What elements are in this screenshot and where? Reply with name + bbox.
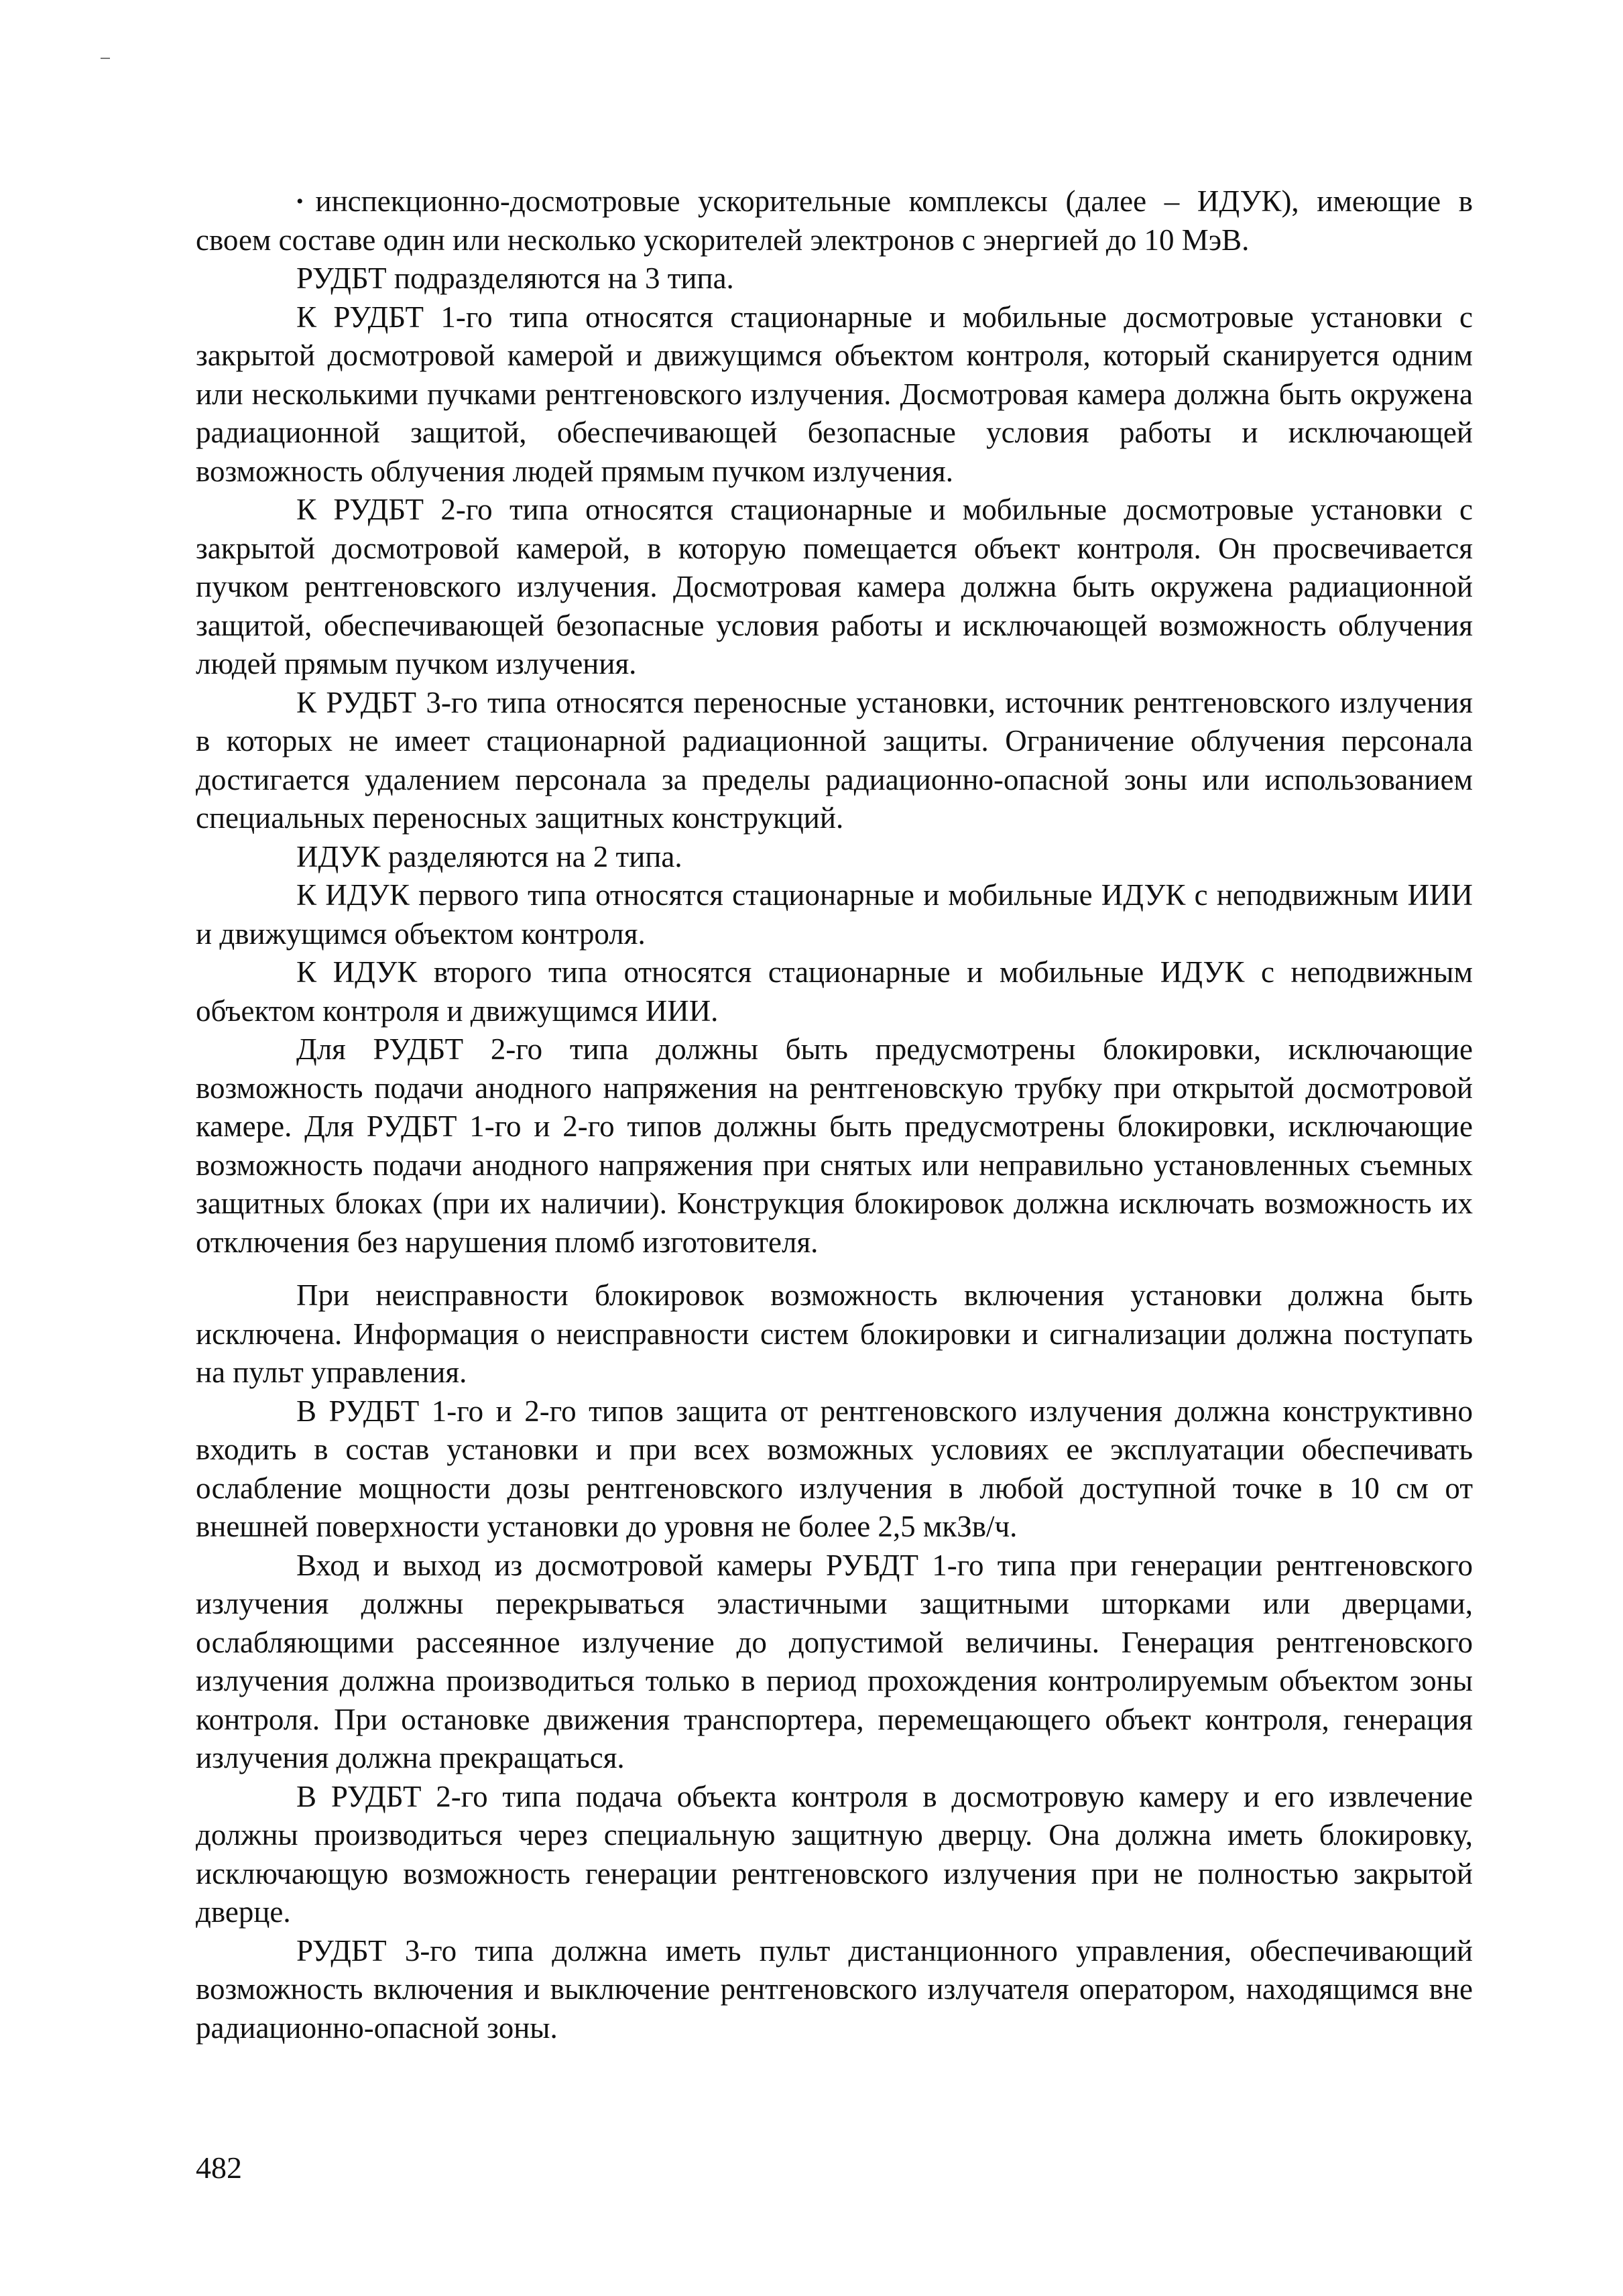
page-number: 482	[196, 2151, 242, 2185]
scan-artifact-mark	[101, 58, 110, 59]
paragraph: К РУДБТ 3-го типа относятся переносные установки, источник рентгеновского излучения в которых не имеет стационарной радиационной защиты. Ограничение облучения персонала достигается удалением персонала за пределы радиационно-опасной зоны или использованием специальных переносных защитных конструкций.	[196, 685, 1473, 835]
paragraph: В РУДБТ 1-го и 2-го типов защита от рентгеновского излучения должна конструктивно входить в состав установки и при всех возможных условиях ее эксплуатации обеспечивать ослабление мощности дозы рентгеновского излучения в любой доступной точке в 10 см от внешней поверхности установки до уровня не более 2,5 мкЗв/ч.	[196, 1394, 1473, 1543]
paragraph: РУДБТ 3-го типа должна иметь пульт дистанционного управления, обеспечивающий возможность включения и выключение рентгеновского излучателя оператором, находящимся вне радиационно-опасной зоны.	[196, 1933, 1473, 2045]
paragraph: ИДУК разделяются на 2 типа.	[296, 839, 682, 873]
bullet-icon: •	[296, 190, 304, 213]
body-text	[196, 182, 1473, 2047]
paragraph: В РУДБТ 2-го типа подача объекта контроля в досмотровую камеру и его извлечение должны производиться через специальную защитную дверцу. Она должна иметь блокировку, исключающую возможность генерации рентгеновского излучения при не полностью закрытой дверце.	[196, 1779, 1473, 1929]
paragraph: К РУДБТ 1-го типа относятся стационарные и мобильные досмотровые установки с закрытой досмотровой камерой и движущимся объектом контроля, который сканируется одним или несколькими пучками рентгеновского излучения. Досмотровая камера должна быть окружена радиационной защитой, обеспечивающей безопасные условия работы и исключающей возможность облучения людей прямым пучком излучения.	[196, 300, 1473, 488]
paragraph: К РУДБТ 2-го типа относятся стационарные и мобильные досмотровые установки с закрытой досмотровой камерой, в которую помещается объект контроля. Он просвечивается пучком рентгеновского излучения. Досмотровая камера должна быть окружена радиационной защитой, обеспечивающей безопасные условия работы и исключающей возможность облучения людей прямым пучком излучения.	[196, 493, 1473, 680]
paragraph: РУДБТ подразделяются на 3 типа.	[296, 261, 734, 295]
paragraph: К ИДУК второго типа относятся стационарные и мобильные ИДУК с неподвижным объектом контроля и движущимся ИИИ.	[196, 955, 1473, 1028]
paragraph: При неисправности блокировок возможность включения установки должна быть исключена. Информация о неисправности систем блокировки и сигнализации должна поступать на пульт управления.	[196, 1278, 1473, 1389]
bullet-paragraph-idk	[196, 182, 1473, 259]
paragraph: К ИДУК первого типа относятся стационарные и мобильные ИДУК с неподвижным ИИИ и движущимся объектом контроля.	[196, 878, 1473, 951]
paragraph-text: инспекционно-досмотровые ускорительные комплексы (далее – ИДУК), имеющие в своем составе один или несколько ускорителей электронов с энергией до 10 МэВ.	[196, 184, 1473, 257]
paragraph: Вход и выход из досмотровой камеры РУБДТ 1-го типа при генерации рентгеновского излучения должны перекрываться эластичными защитными шторками или дверцами, ослабляющими рассеянное излучение до допустимой величины. Генерация рентгеновского излучения должна производиться только в период прохождения контролируемым объектом зоны контроля. При остановке движения транспортера, перемещающего объект контроля, генерация излучения должна прекращаться.	[196, 1548, 1473, 1774]
paragraph: Для РУДБТ 2-го типа должны быть предусмотрены блокировки, исключающие возможность подачи анодного напряжения на рентгеновскую трубку при открытой досмотровой камере. Для РУДБТ 1-го и 2-го типов должны быть предусмотрены блокировки, исключающие возможность подачи анодного напряжения при снятых или неправильно установленных съемных защитных блоках (при их наличии). Конструкция блокировок должна исключать возможность их отключения без нарушения пломб изготовителя.	[196, 1032, 1473, 1259]
